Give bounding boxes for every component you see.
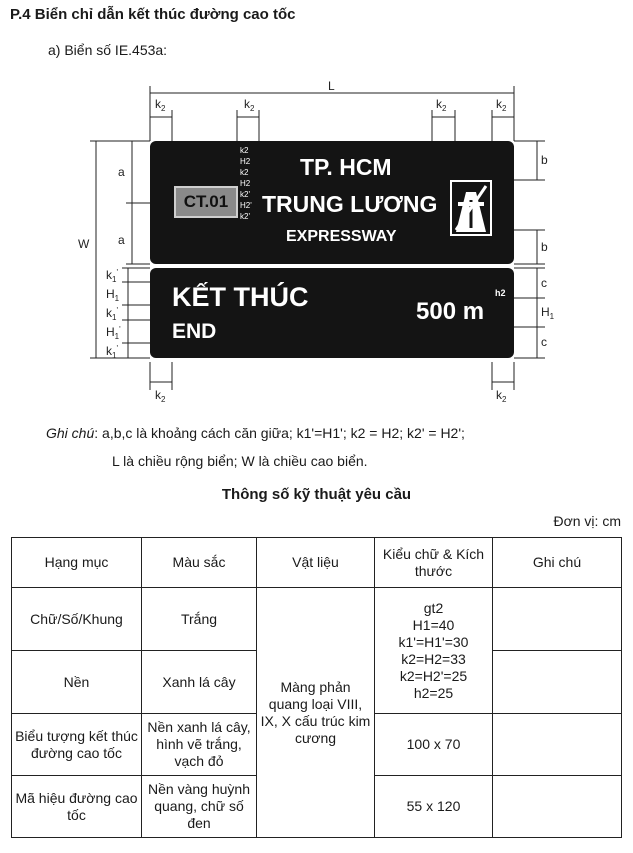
note-label: Ghi chú [46, 425, 95, 441]
expressway-end-icon [450, 180, 492, 236]
row-size: 55 x 120 [375, 776, 493, 838]
dim-k2-label-bottom-2: $k_2$ [496, 388, 507, 404]
kh-label: k2' [240, 212, 250, 221]
dim-L-label: L [328, 79, 335, 93]
note-line-1 [46, 425, 465, 441]
sign-bottom-panel [150, 268, 514, 358]
note-line-2: L là chiều rộng biển; W là chiều cao biển. [112, 453, 368, 469]
column-header: Hạng mục [12, 538, 142, 588]
font-spec-cell [375, 588, 493, 714]
row-item: Chữ/Số/Khung [12, 588, 142, 651]
note-text: : a,b,c là khoảng cách căn giữa; k1'=H1'; k2 = H2; k2' = H2'; [94, 425, 465, 441]
dim-H1-left-1: $H_1$ [106, 287, 120, 303]
kh-spacing-labels [240, 145, 252, 222]
row-color: Nền vàng huỳnh quang, chữ số đen [142, 776, 257, 838]
sign-subheading: a) Biển số IE.453a: [48, 42, 168, 58]
dim-k2-label-4: $k_2$ [496, 97, 507, 113]
table-header-row [12, 538, 622, 588]
font-spec-line: k1'=H1'=30 [398, 633, 469, 650]
column-header: Màu sắc [142, 538, 257, 588]
row-size: 100 x 70 [375, 714, 493, 776]
destination-line-2: TRUNG LƯƠNG [262, 191, 438, 217]
font-spec-line: k2=H2=33 [401, 650, 466, 667]
sign-top-panel [150, 141, 514, 264]
spec-table [11, 537, 622, 838]
unit-label: Đơn vị: cm [553, 513, 621, 529]
dim-k1p-label-2: $k_1'$ [106, 306, 118, 322]
dim-k1p-label-3: $k_1'$ [106, 344, 118, 360]
row-color: Trắng [142, 588, 257, 651]
row-item: Mã hiệu đường cao tốc [12, 776, 142, 838]
row-color: Xanh lá cây [142, 651, 257, 714]
distance-label: 500 m [416, 298, 485, 325]
font-spec-line: gt2 [423, 599, 444, 616]
column-header: Ghi chú [493, 538, 622, 588]
dim-W-label: W [78, 237, 90, 251]
dim-k2-label-3: $k_2$ [436, 97, 447, 113]
font-spec-line: h2=25 [413, 684, 454, 701]
dim-k2-label-bottom-1: $k_2$ [155, 388, 166, 404]
column-header: Vật liệu [257, 538, 375, 588]
dim-k2-label-1: $k_2$ [155, 97, 166, 113]
column-header: Kiểu chữ & Kích thước [375, 538, 493, 588]
kh-label: k2' [240, 190, 250, 199]
row-item: Biểu tượng kết thúc đường cao tốc [12, 714, 142, 776]
section-heading: P.4 Biển chỉ dẫn kết thúc đường cao tốc [10, 6, 296, 23]
row-note [493, 714, 622, 776]
font-spec-line: H1=40 [412, 616, 455, 633]
kh-label: k2 [240, 168, 249, 177]
dim-k2-label-2: $k_2$ [244, 97, 255, 113]
dim-b-label-2: b [541, 240, 548, 254]
kh-label: H2' [240, 201, 252, 210]
kh-label: H2 [240, 179, 251, 188]
table-row [12, 588, 622, 651]
dim-b-label: b [541, 153, 548, 167]
kh-label: H2 [240, 157, 251, 166]
row-note [493, 651, 622, 714]
end-label-vietnamese: KẾT THÚC [172, 282, 309, 312]
dim-a-label: a [118, 165, 125, 179]
row-note [493, 776, 622, 838]
row-color: Nền xanh lá cây, hình vẽ trắng, vạch đỏ [142, 714, 257, 776]
kh-label: k2 [240, 146, 249, 155]
dim-H1-label: $H_1$ [541, 305, 555, 321]
dim-H1p-left: $H_1'$ [106, 325, 121, 341]
route-code-plate: CT.01 [174, 186, 238, 218]
row-item: Nền [12, 651, 142, 714]
h2-dimension-label: h2 [495, 288, 506, 298]
dim-c-label: c [541, 276, 547, 290]
destination-line-3: EXPRESSWAY [286, 228, 397, 245]
material-cell: Màng phản quang loại VIII, IX, X cấu trúc kim cương [257, 588, 375, 838]
dim-c-label-2: c [541, 335, 547, 349]
row-note [493, 588, 622, 651]
end-label-english: END [172, 320, 217, 343]
dim-a-label-2: a [118, 233, 125, 247]
font-spec-line: k2=H2'=25 [399, 667, 468, 684]
table-title: Thông số kỹ thuật yêu cầu [221, 486, 412, 503]
dim-k1p-label-1: $k_1'$ [106, 268, 118, 284]
destination-line-1: TP. HCM [300, 154, 392, 180]
